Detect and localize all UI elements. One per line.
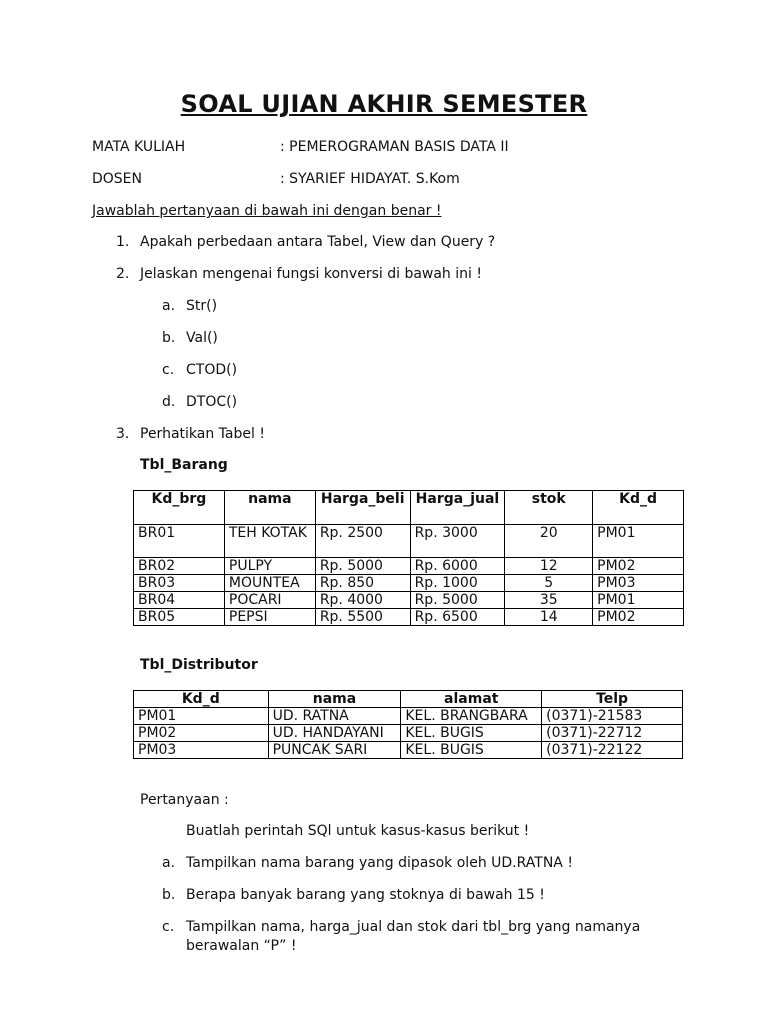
table-cell: BR04 <box>134 592 225 609</box>
table-cell: Rp. 4000 <box>315 592 410 609</box>
column-header: Kd_brg <box>134 491 225 525</box>
table-cell: PEPSI <box>224 609 315 626</box>
table-cell: KEL. BUGIS <box>401 725 542 742</box>
column-header: Kd_d <box>593 491 684 525</box>
column-header: Harga_jual <box>410 491 505 525</box>
q2-item: Str() <box>186 298 218 314</box>
q3-text: Perhatikan Tabel ! <box>140 426 265 442</box>
table-row <box>134 609 684 626</box>
table-header-row <box>134 491 684 525</box>
q3-number: 3. <box>116 426 130 442</box>
table-cell: 14 <box>505 609 593 626</box>
pertanyaan-item-marker: b. <box>162 887 176 903</box>
table-cell: PUNCAK SARI <box>268 742 401 759</box>
table-cell: Rp. 6000 <box>410 558 505 575</box>
table-row <box>134 525 684 558</box>
pertanyaan-item-continued: berawalan “P” ! <box>186 938 297 954</box>
column-header: nama <box>224 491 315 525</box>
table-cell: Rp. 1000 <box>410 575 505 592</box>
table-cell: Rp. 3000 <box>410 525 505 558</box>
column-header: stok <box>505 491 593 525</box>
table-cell: PULPY <box>224 558 315 575</box>
table-cell: Rp. 2500 <box>315 525 410 558</box>
table-cell: PM03 <box>134 742 269 759</box>
table-cell: 5 <box>505 575 593 592</box>
table-cell: BR01 <box>134 525 225 558</box>
table-cell: KEL. BRANGBARA <box>401 708 542 725</box>
q2-item-marker: b. <box>162 330 176 346</box>
q2-item-marker: d. <box>162 394 176 410</box>
mata-kuliah-value: : PEMEROGRAMAN BASIS DATA II <box>280 139 509 155</box>
tbl-barang <box>133 490 684 626</box>
column-header: alamat <box>401 691 542 708</box>
table-cell: PM02 <box>593 558 684 575</box>
pertanyaan-item: Tampilkan nama barang yang dipasok oleh UD.RATNA ! <box>186 855 573 871</box>
table-cell: 20 <box>505 525 593 558</box>
table-cell: Rp. 5000 <box>315 558 410 575</box>
table-cell: Rp. 850 <box>315 575 410 592</box>
column-header: Harga_beli <box>315 491 410 525</box>
pertanyaan-item: Berapa banyak barang yang stoknya di bawah 15 ! <box>186 887 545 903</box>
table-cell: Rp. 6500 <box>410 609 505 626</box>
q2-item: Val() <box>186 330 218 346</box>
table-cell: (0371)-22712 <box>542 725 683 742</box>
q2-item-marker: a. <box>162 298 176 314</box>
pertanyaan-item-marker: c. <box>162 919 175 935</box>
table-cell: (0371)-22122 <box>542 742 683 759</box>
q1-text: Apakah perbedaan antara Tabel, View dan Query ? <box>140 234 496 250</box>
table-cell: 12 <box>505 558 593 575</box>
pertanyaan-item-marker: a. <box>162 855 176 871</box>
table-row <box>134 558 684 575</box>
table-row <box>134 742 683 759</box>
tbl-barang-caption: Tbl_Barang <box>140 457 228 473</box>
table-cell: Rp. 5000 <box>410 592 505 609</box>
table-cell: KEL. BUGIS <box>401 742 542 759</box>
table-cell: PM01 <box>593 525 684 558</box>
table-cell: PM01 <box>593 592 684 609</box>
table-cell: Rp. 5500 <box>315 609 410 626</box>
table-cell: PM02 <box>134 725 269 742</box>
table-cell: PM03 <box>593 575 684 592</box>
table-cell: (0371)-21583 <box>542 708 683 725</box>
dosen-value: : SYARIEF HIDAYAT. S.Kom <box>280 171 460 187</box>
q2-text: Jelaskan mengenai fungsi konversi di bawah ini ! <box>140 266 482 282</box>
column-header: Telp <box>542 691 683 708</box>
table-cell: UD. RATNA <box>268 708 401 725</box>
page-title: SOAL UJIAN AKHIR SEMESTER <box>180 90 588 118</box>
tbl-distributor-caption: Tbl_Distributor <box>140 657 258 673</box>
table-row <box>134 708 683 725</box>
column-header: nama <box>268 691 401 708</box>
tbl-distributor <box>133 690 683 759</box>
q2-item: DTOC() <box>186 394 238 410</box>
table-cell: TEH KOTAK <box>224 525 315 558</box>
table-cell: 35 <box>505 592 593 609</box>
table-cell: BR02 <box>134 558 225 575</box>
table-row <box>134 592 684 609</box>
table-row <box>134 725 683 742</box>
column-header: Kd_d <box>134 691 269 708</box>
pertanyaan-intro: Buatlah perintah SQl untuk kasus-kasus berikut ! <box>186 823 530 839</box>
mata-kuliah-label: MATA KULIAH <box>92 139 186 155</box>
table-cell: BR03 <box>134 575 225 592</box>
table-row <box>134 575 684 592</box>
q2-item-marker: c. <box>162 362 175 378</box>
dosen-label: DOSEN <box>92 171 143 187</box>
instruction: Jawablah pertanyaan di bawah ini dengan benar ! <box>92 203 442 219</box>
q1-number: 1. <box>116 234 130 250</box>
table-cell: UD. HANDAYANI <box>268 725 401 742</box>
table-cell: POCARI <box>224 592 315 609</box>
q2-number: 2. <box>116 266 130 282</box>
table-cell: BR05 <box>134 609 225 626</box>
table-cell: PM01 <box>134 708 269 725</box>
q2-item: CTOD() <box>186 362 238 378</box>
table-header-row <box>134 691 683 708</box>
pertanyaan-label: Pertanyaan : <box>140 792 229 808</box>
table-cell: MOUNTEA <box>224 575 315 592</box>
table-cell: PM02 <box>593 609 684 626</box>
pertanyaan-item: Tampilkan nama, harga_jual dan stok dari tbl_brg yang namanya <box>186 919 641 935</box>
